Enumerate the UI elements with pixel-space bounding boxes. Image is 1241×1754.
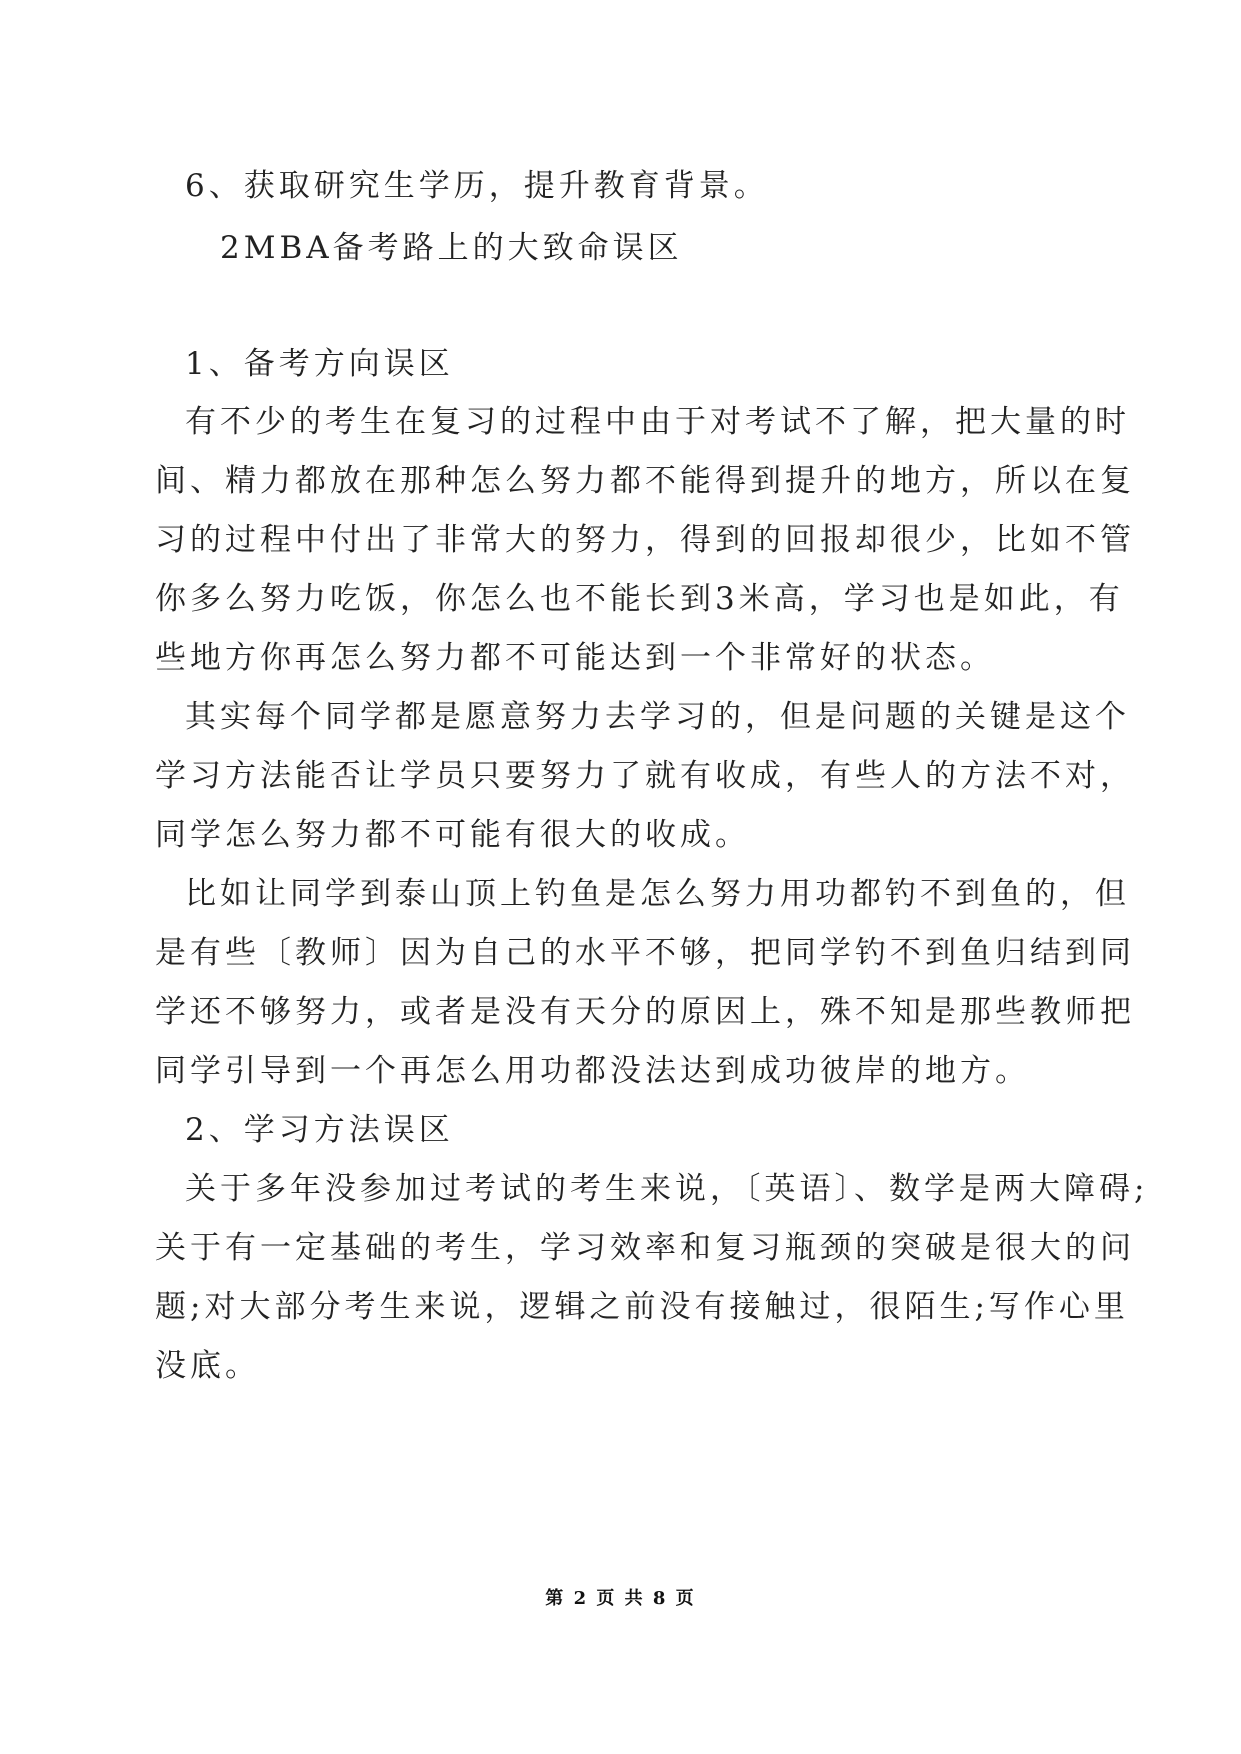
paragraph-1-line: 些地方你再怎么努力都不可能达到一个非常好的状态。	[155, 640, 995, 676]
paragraph-2-line: 学习方法能否让学员只要努力了就有收成，有些人的方法不对，	[155, 758, 1135, 794]
paragraph-1-line: 有不少的考生在复习的过程中由于对考试不了解，把大量的时	[185, 404, 1130, 440]
paragraph-1-line: 你多么努力吃饭，你怎么也不能长到3米高，学习也是如此，有	[155, 581, 1124, 617]
section-2-title: 2、学习方法误区	[185, 1112, 454, 1148]
list-item-6: 6、获取研究生学历，提升教育背景。	[185, 168, 769, 204]
paragraph-1-line: 间、精力都放在那种怎么努力都不能得到提升的地方，所以在复	[155, 463, 1135, 499]
paragraph-4-line: 关于多年没参加过考试的考生来说，〔英语〕、数学是两大障碍;	[185, 1171, 1149, 1207]
paragraph-4-line: 关于有一定基础的考生，学习效率和复习瓶颈的突破是很大的问	[155, 1230, 1135, 1266]
paragraph-3-line: 学还不够努力，或者是没有天分的原因上，殊不知是那些教师把	[155, 994, 1135, 1030]
paragraph-3-line: 同学引导到一个再怎么用功都没法达到成功彼岸的地方。	[155, 1053, 1030, 1089]
paragraph-4-line: 题;对大部分考生来说，逻辑之前没有接触过，很陌生;写作心里	[155, 1289, 1129, 1325]
paragraph-2-line: 其实每个同学都是愿意努力去学习的，但是问题的关键是这个	[185, 699, 1130, 735]
paragraph-3-line: 是有些〔教师〕因为自己的水平不够，把同学钓不到鱼归结到同	[155, 935, 1135, 971]
section-heading: 2MBA备考路上的大致命误区	[220, 230, 683, 266]
paragraph-4-line: 没底。	[155, 1348, 260, 1384]
paragraph-3-line: 比如让同学到泰山顶上钓鱼是怎么努力用功都钓不到鱼的，但	[185, 876, 1130, 912]
page-number-footer: 第 2 页 共 8 页	[545, 1588, 696, 1609]
paragraph-2-line: 同学怎么努力都不可能有很大的收成。	[155, 817, 750, 853]
paragraph-1-line: 习的过程中付出了非常大的努力，得到的回报却很少，比如不管	[155, 522, 1135, 558]
section-1-title: 1、备考方向误区	[185, 346, 454, 382]
